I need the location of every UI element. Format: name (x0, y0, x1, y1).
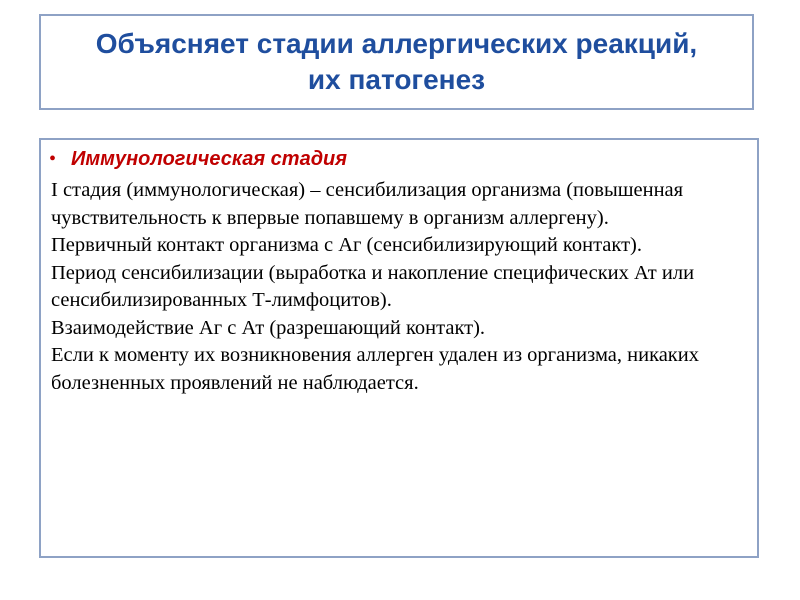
slide-title (96, 26, 697, 98)
title-box (39, 14, 754, 110)
paragraph-sensitization-period: Период сенсибилизации (выработка и накопление специфических Ат или сенсибилизированных Т-лимфоцитов). (51, 261, 695, 311)
bullet-item (49, 148, 749, 171)
title-line-2: их патогенез (307, 64, 486, 95)
bullet-dot-icon: • (49, 148, 57, 170)
paragraph-stage-1: I стадия (иммунологическая) – сенсибилизация организма (повышенная чувствительность к впервые попавшему в организм аллергену). (51, 179, 684, 229)
content-box (39, 138, 759, 558)
title-line-1: Объясняет стадии аллергических реакций, (95, 28, 698, 59)
paragraph-interaction: Взаимодействие Аг с Ат (разрешающий контакт). (51, 316, 486, 339)
bullet-label: Иммунологическая стадия (71, 148, 348, 170)
paragraph-allergen-removed: Если к моменту их возникновения аллерген удален из организма, никаких болезненных проявлений не наблюдается. (51, 344, 699, 394)
paragraph-primary-contact: Первичный контакт организма с Аг (сенсибилизирующий контакт). (51, 234, 642, 256)
